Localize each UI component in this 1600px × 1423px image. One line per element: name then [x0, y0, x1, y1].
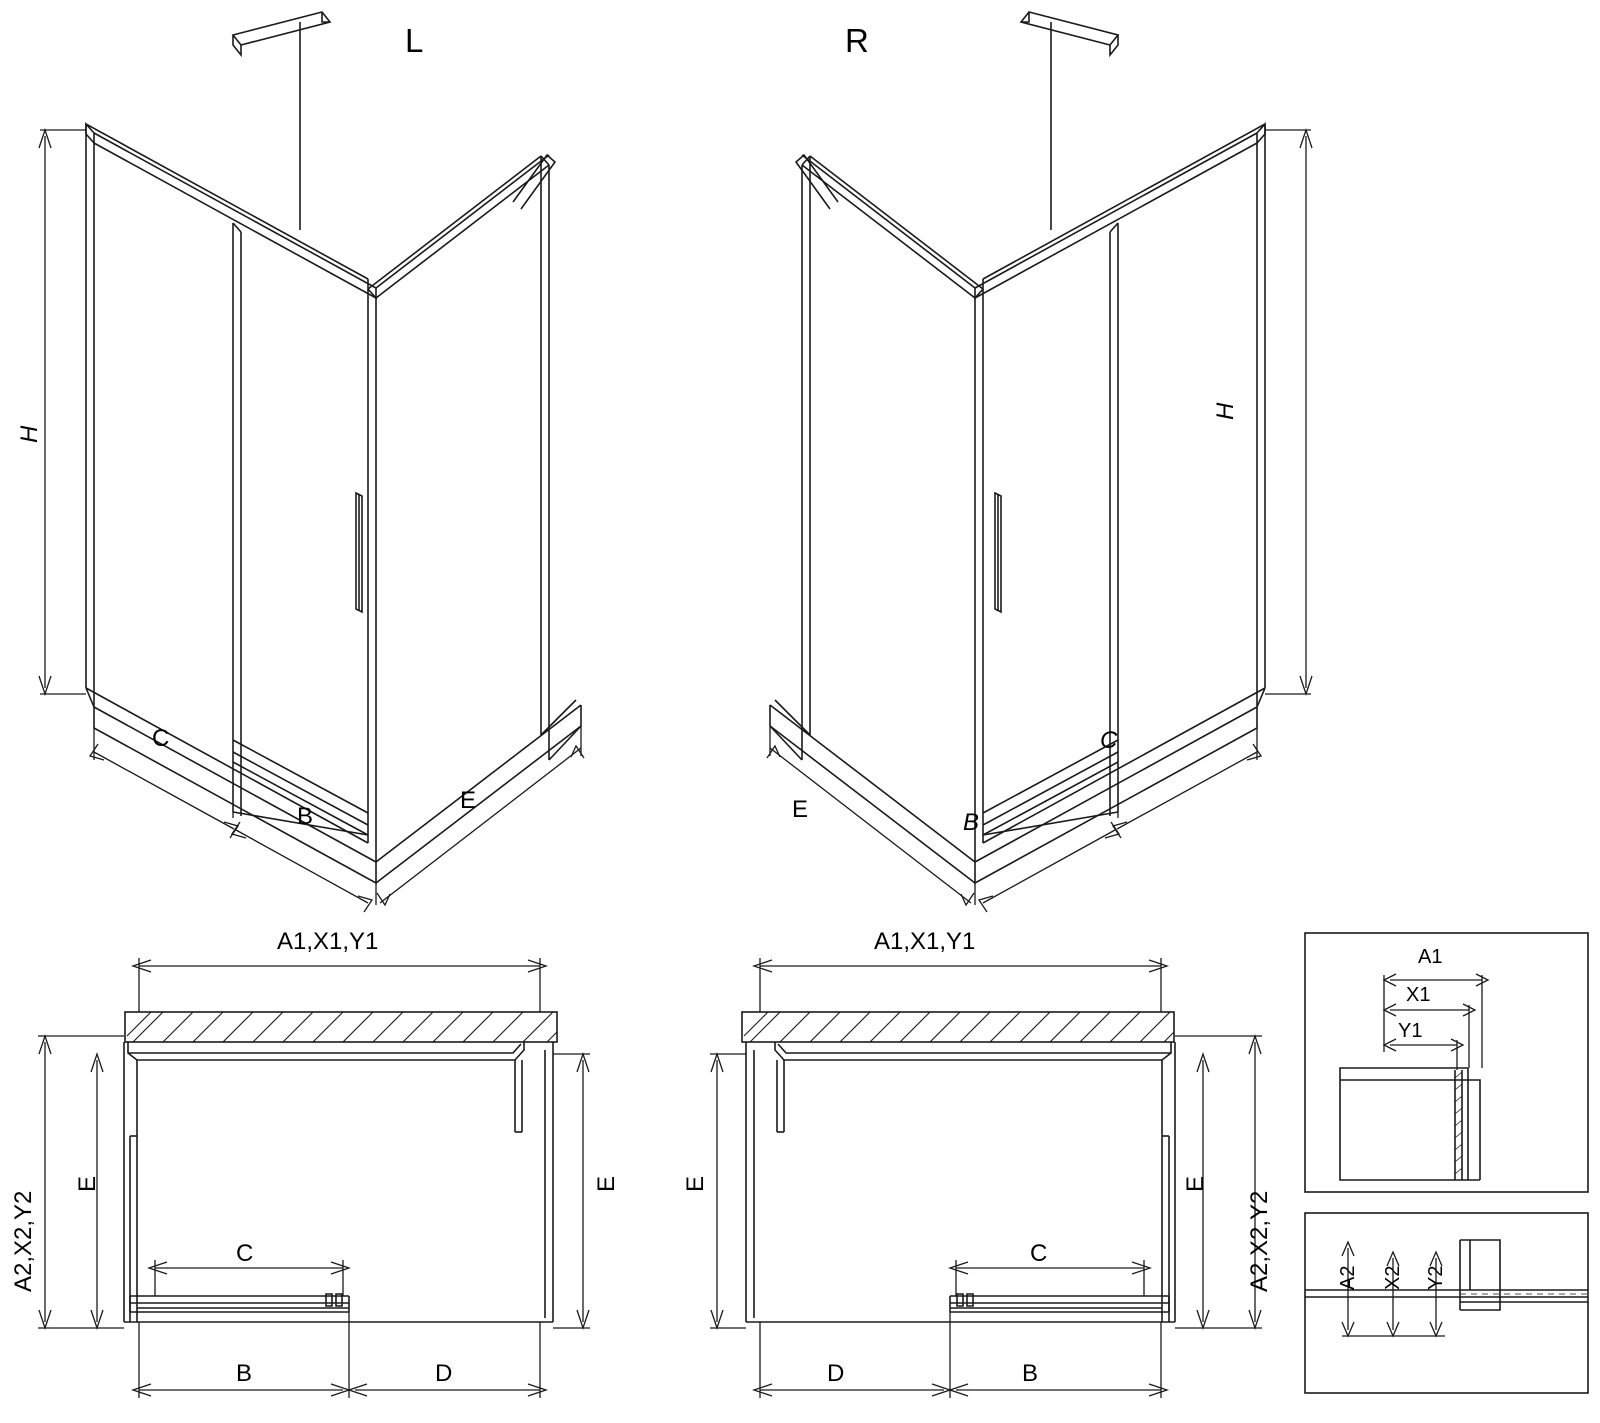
iso-right-dim-b: B	[963, 809, 980, 836]
plan-left-right-dim-e: E	[593, 1175, 620, 1192]
plan-left-dim-c: C	[236, 1240, 254, 1267]
plan-left-outer-dim: A2,X2,Y2	[10, 1190, 37, 1292]
plan-left-dim-b: B	[236, 1360, 253, 1387]
plan-right-outer-dim: A2,X2,Y2	[1246, 1190, 1273, 1292]
iso-left-dim-h: H	[16, 425, 43, 443]
plan-right-top-dim: A1,X1,Y1	[874, 928, 976, 955]
plan-right-dim-d: D	[827, 1360, 845, 1387]
plan-right	[742, 1012, 1175, 1322]
plan-right-dim-e-right: E	[1182, 1175, 1209, 1192]
iso-left-dim-c: C	[152, 725, 170, 752]
iso-left-dim-e: E	[460, 787, 477, 814]
detail-top-dim-y1: Y1	[1398, 1020, 1423, 1042]
plan-left-inner-dim-e: E	[74, 1175, 101, 1192]
plan-right-dim-e-left: E	[682, 1175, 709, 1192]
detail-bottom-dim-x2: X2	[1382, 1265, 1404, 1290]
plan-right-dimensions	[710, 958, 1262, 1398]
iso-right-enclosure	[770, 12, 1265, 883]
detail-top-dim-a1: A1	[1418, 946, 1443, 968]
plan-left-top-dim: A1,X1,Y1	[277, 928, 379, 955]
plan-left	[124, 1012, 557, 1322]
iso-left-enclosure	[86, 12, 581, 883]
iso-right-dim-e: E	[792, 796, 809, 823]
plan-left-dim-d: D	[435, 1360, 453, 1387]
plan-right-dim-c: C	[1030, 1240, 1048, 1267]
iso-left-dim-b: B	[297, 803, 314, 830]
iso-right-dim-h: H	[1212, 402, 1239, 420]
detail-top-dim-x1: X1	[1406, 984, 1431, 1006]
detail-bottom-dim-a2: A2	[1337, 1265, 1359, 1290]
plan-left-dimensions	[38, 958, 590, 1398]
detail-bottom-dim-y2: Y2	[1425, 1265, 1447, 1290]
detail-top	[1305, 933, 1588, 1192]
plan-right-dim-b: B	[1022, 1360, 1039, 1387]
variant-label-right: R	[845, 22, 869, 59]
variant-label-left: L	[405, 22, 424, 59]
iso-right-dim-c: C	[1100, 727, 1118, 754]
